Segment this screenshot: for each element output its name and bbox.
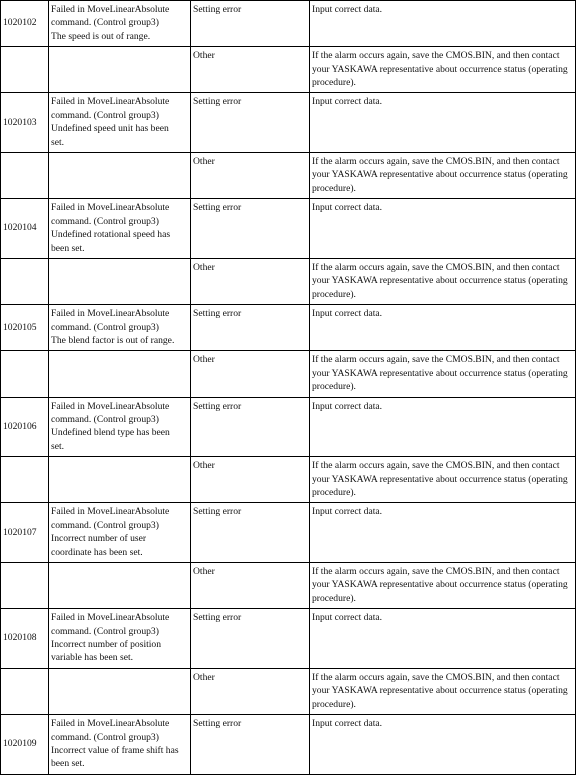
alarm-cause <box>49 715 191 775</box>
cause-line: command. (Control group3) <box>51 109 159 121</box>
error-type: Other <box>191 153 310 199</box>
error-type: Other <box>191 668 310 714</box>
cause-line: set. <box>51 136 65 148</box>
alarm-cause <box>49 609 191 669</box>
remedy: Input correct data. <box>310 503 576 563</box>
cause-line: variable has been set. <box>51 652 134 664</box>
table-row <box>1 1 576 47</box>
cause-line: command. (Control group3) <box>51 215 159 227</box>
table-row <box>1 351 576 397</box>
cause-line: Failed in MoveLinearAbsolute <box>51 718 170 730</box>
remedy: Input correct data. <box>310 199 576 259</box>
error-type: Setting error <box>191 305 310 351</box>
error-type: Setting error <box>191 93 310 153</box>
empty-cell <box>49 668 191 714</box>
table-row <box>1 457 576 503</box>
remedy: Input correct data. <box>310 397 576 457</box>
cause-line: The speed is out of range. <box>51 30 151 42</box>
alarm-cause <box>49 199 191 259</box>
cause-line: been set. <box>51 758 85 770</box>
remedy: If the alarm occurs again, save the CMOS.BIN, and then contact your YASKAWA representative about occurrence status (operating procedure). <box>310 668 576 714</box>
empty-cell <box>49 563 191 609</box>
table-row <box>1 258 576 304</box>
cause-line: Undefined rotational speed has <box>51 229 171 241</box>
cause-line: Failed in MoveLinearAbsolute <box>51 612 170 624</box>
alarm-code: 1020107 <box>1 503 49 563</box>
remedy: If the alarm occurs again, save the CMOS.BIN, and then contact your YASKAWA representative about occurrence status (operating procedure). <box>310 258 576 304</box>
error-type: Other <box>191 258 310 304</box>
cause-line: Failed in MoveLinearAbsolute <box>51 4 170 15</box>
cause-line: Failed in MoveLinearAbsolute <box>51 506 170 518</box>
error-type: Other <box>191 563 310 609</box>
error-type: Other <box>191 351 310 397</box>
alarm-code: 1020108 <box>1 609 49 669</box>
cause-line: set. <box>51 440 65 452</box>
cause-line: coordinate has been set. <box>51 546 143 558</box>
empty-cell <box>49 153 191 199</box>
cause-line: command. (Control group3) <box>51 17 159 29</box>
table-row <box>1 305 576 351</box>
empty-cell <box>49 47 191 93</box>
table-row <box>1 563 576 609</box>
alarm-cause <box>49 503 191 563</box>
cause-line: been set. <box>51 242 85 254</box>
remedy: If the alarm occurs again, save the CMOS.BIN, and then contact your YASKAWA representative about occurrence status (operating procedure). <box>310 563 576 609</box>
error-type: Setting error <box>191 397 310 457</box>
cause-line: Incorrect number of user <box>51 533 147 545</box>
alarm-code: 1020105 <box>1 305 49 351</box>
empty-cell <box>1 563 49 609</box>
cause-line: Failed in MoveLinearAbsolute <box>51 202 170 214</box>
cause-line: Failed in MoveLinearAbsolute <box>51 96 170 108</box>
remedy: If the alarm occurs again, save the CMOS.BIN, and then contact your YASKAWA representative about occurrence status (operating procedure). <box>310 351 576 397</box>
empty-cell <box>1 457 49 503</box>
table-row <box>1 397 576 457</box>
alarm-cause <box>49 397 191 457</box>
remedy: Input correct data. <box>310 715 576 775</box>
empty-cell <box>1 47 49 93</box>
alarm-cause <box>49 305 191 351</box>
cause-line: Undefined speed unit has been <box>51 123 169 135</box>
error-type: Setting error <box>191 503 310 563</box>
remedy: If the alarm occurs again, save the CMOS.BIN, and then contact your YASKAWA representative about occurrence status (operating procedure). <box>310 153 576 199</box>
alarm-code: 1020104 <box>1 199 49 259</box>
empty-cell <box>49 457 191 503</box>
cause-line: command. (Control group3) <box>51 321 159 333</box>
cause-line: command. (Control group3) <box>51 519 159 531</box>
alarm-code: 1020102 <box>1 1 49 47</box>
table-row <box>1 153 576 199</box>
empty-cell <box>1 258 49 304</box>
cause-line: Incorrect number of position <box>51 639 162 651</box>
error-type: Other <box>191 47 310 93</box>
remedy: Input correct data. <box>310 305 576 351</box>
table-row <box>1 503 576 563</box>
alarm-cause <box>49 93 191 153</box>
remedy: Input correct data. <box>310 93 576 153</box>
alarm-code: 1020106 <box>1 397 49 457</box>
cause-line: command. (Control group3) <box>51 625 159 637</box>
cause-line: The blend factor is out of range. <box>51 334 175 346</box>
empty-cell <box>49 351 191 397</box>
error-type: Setting error <box>191 609 310 669</box>
cause-line: command. (Control group3) <box>51 413 159 425</box>
error-type: Setting error <box>191 715 310 775</box>
remedy: Input correct data. <box>310 1 576 47</box>
alarm-code: 1020109 <box>1 715 49 775</box>
remedy: If the alarm occurs again, save the CMOS.BIN, and then contact your YASKAWA representative about occurrence status (operating procedure). <box>310 457 576 503</box>
table-row <box>1 93 576 153</box>
remedy: If the alarm occurs again, save the CMOS.BIN, and then contact your YASKAWA representative about occurrence status (operating procedure). <box>310 47 576 93</box>
empty-cell <box>1 153 49 199</box>
error-type: Setting error <box>191 199 310 259</box>
alarm-cause <box>49 1 191 47</box>
error-type: Other <box>191 457 310 503</box>
table-row <box>1 609 576 669</box>
alarm-code: 1020103 <box>1 93 49 153</box>
table-row <box>1 47 576 93</box>
remedy: Input correct data. <box>310 609 576 669</box>
error-type: Setting error <box>191 1 310 47</box>
table-row <box>1 668 576 714</box>
empty-cell <box>49 258 191 304</box>
cause-line: Failed in MoveLinearAbsolute <box>51 400 170 412</box>
cause-line: command. (Control group3) <box>51 731 159 743</box>
cause-line: Undefined blend type has been <box>51 427 170 439</box>
table-row <box>1 715 576 775</box>
empty-cell <box>1 351 49 397</box>
table-row <box>1 199 576 259</box>
empty-cell <box>1 668 49 714</box>
cause-line: Incorrect value of frame shift has <box>51 744 179 756</box>
cause-line: Failed in MoveLinearAbsolute <box>51 308 170 320</box>
